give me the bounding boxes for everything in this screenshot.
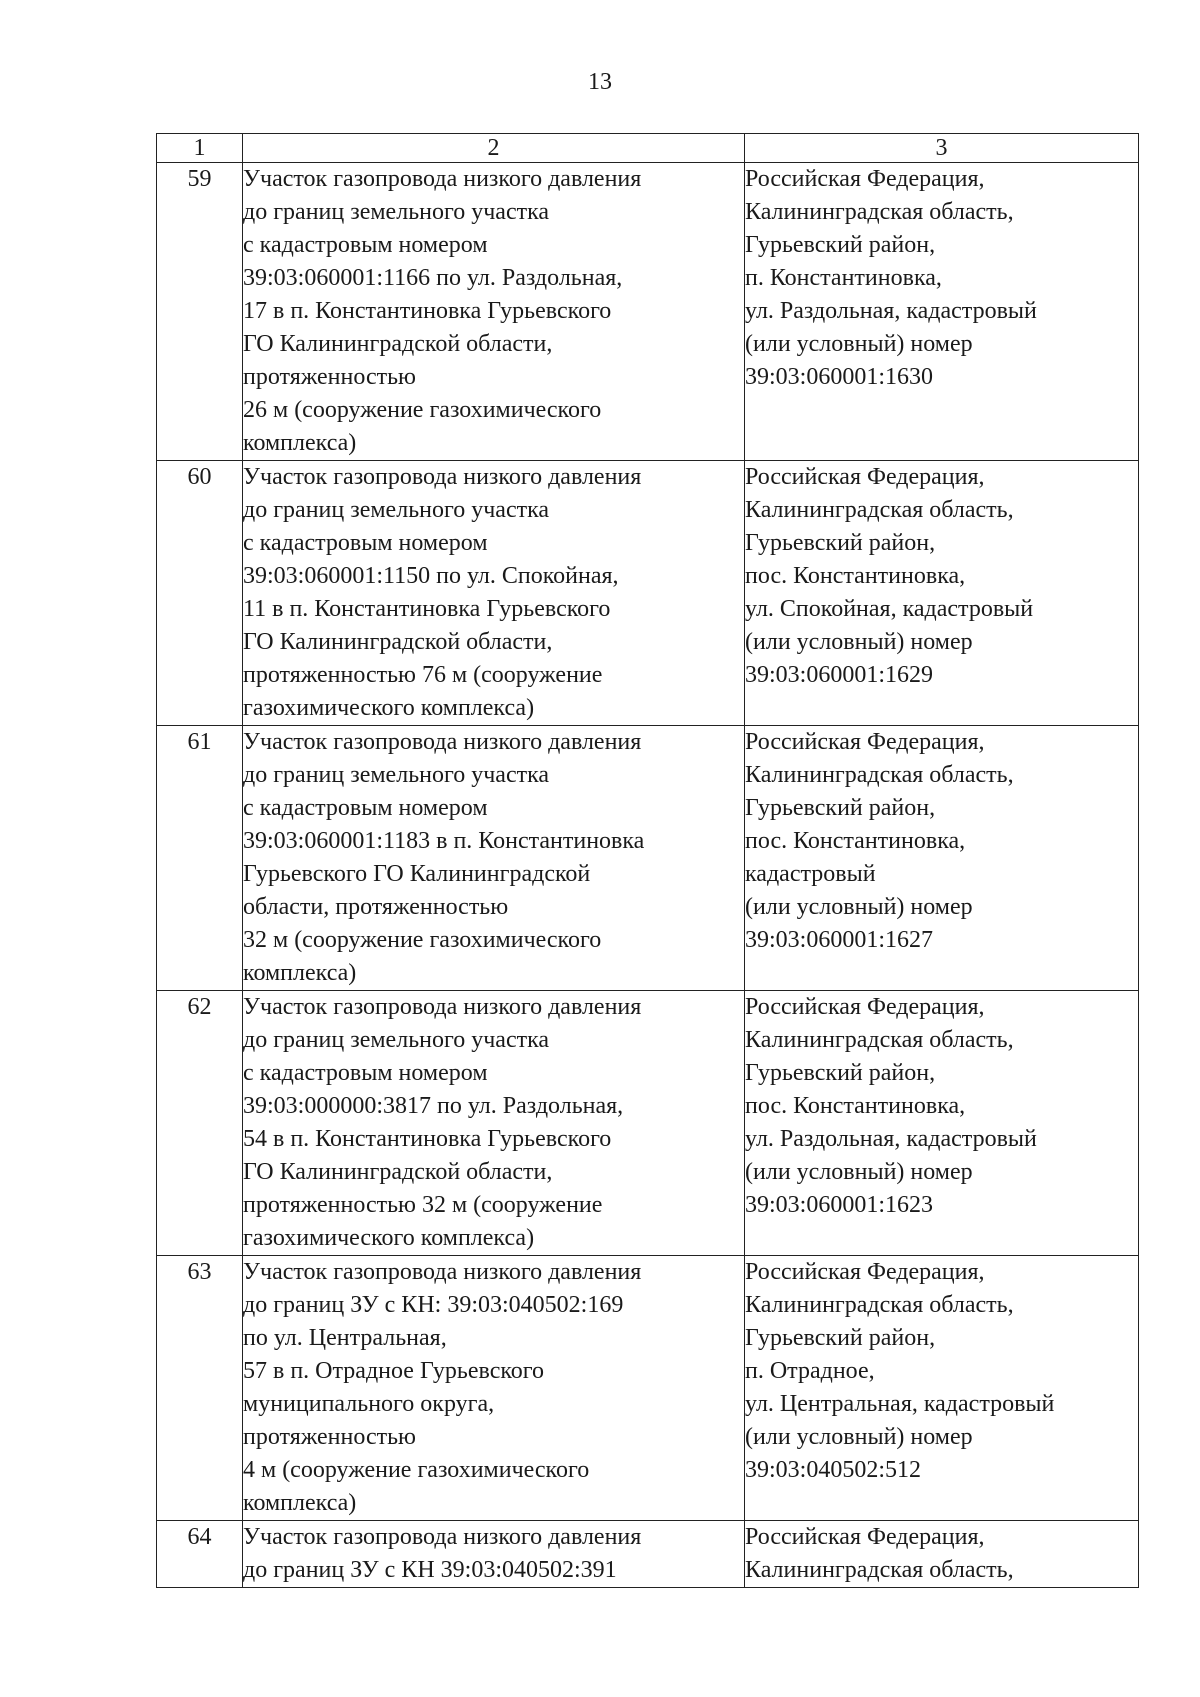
address-line: Российская Федерация, bbox=[745, 1259, 985, 1285]
object-name-line: 39:03:060001:1183 в п. Константиновка bbox=[243, 828, 645, 854]
object-name-line: 4 м (сооружение газохимического bbox=[243, 1457, 590, 1483]
table-row bbox=[157, 163, 1139, 461]
row-number: 60 bbox=[157, 461, 243, 726]
object-name-line: с кадастровым номером bbox=[243, 1060, 488, 1086]
object-name-line: Участок газопровода низкого давления bbox=[243, 1259, 642, 1285]
object-name-line: 17 в п. Константиновка Гурьевского bbox=[243, 298, 612, 324]
address-line: (или условный) номер bbox=[745, 1424, 973, 1450]
table-row bbox=[157, 461, 1139, 726]
address-line: Российская Федерация, bbox=[745, 1524, 985, 1550]
object-name-line: Участок газопровода низкого давления bbox=[243, 464, 642, 490]
object-name-line: комплекса) bbox=[243, 1490, 357, 1516]
object-name-line: протяженностью 76 м (сооружение bbox=[243, 662, 603, 688]
row-number: 64 bbox=[157, 1521, 243, 1588]
object-name-line: 39:03:060001:1166 по ул. Раздольная, bbox=[243, 265, 623, 291]
page-number: 13 bbox=[588, 69, 612, 95]
address-line: Калининградская область, bbox=[745, 762, 1014, 788]
address-cell bbox=[745, 163, 1139, 461]
object-name-cell bbox=[243, 163, 745, 461]
object-name-line: Участок газопровода низкого давления bbox=[243, 994, 642, 1020]
object-name-line: 39:03:000000:3817 по ул. Раздольная, bbox=[243, 1093, 624, 1119]
table-body bbox=[157, 163, 1139, 1588]
address-line: ул. Спокойная, кадастровый bbox=[745, 596, 1034, 622]
header-col-2: 2 bbox=[243, 134, 745, 163]
header-col-1: 1 bbox=[157, 134, 243, 163]
object-name-line: до границ ЗУ с КН 39:03:040502:391 bbox=[243, 1557, 617, 1583]
object-name-line: до границ земельного участка bbox=[243, 762, 550, 788]
object-name-cell bbox=[243, 461, 745, 726]
address-line: 39:03:060001:1629 bbox=[745, 662, 934, 688]
object-name-line: ГО Калининградской области, bbox=[243, 331, 553, 357]
address-line: Гурьевский район, bbox=[745, 1325, 936, 1351]
address-cell bbox=[745, 991, 1139, 1256]
object-name-line: газохимического комплекса) bbox=[243, 695, 535, 721]
address-line: (или условный) номер bbox=[745, 629, 973, 655]
address-cell bbox=[745, 1256, 1139, 1521]
address-line: Калининградская область, bbox=[745, 199, 1014, 225]
address-line: Калининградская область, bbox=[745, 497, 1014, 523]
address-line: (или условный) номер bbox=[745, 894, 973, 920]
object-name-line: с кадастровым номером bbox=[243, 795, 488, 821]
table-row bbox=[157, 1521, 1139, 1588]
object-name-line: 11 в п. Константиновка Гурьевского bbox=[243, 596, 611, 622]
address-line: 39:03:060001:1630 bbox=[745, 364, 934, 390]
object-name-line: ГО Калининградской области, bbox=[243, 1159, 553, 1185]
address-line: Российская Федерация, bbox=[745, 994, 985, 1020]
object-name-line: протяженностью 32 м (сооружение bbox=[243, 1192, 603, 1218]
object-name-line: муниципального округа, bbox=[243, 1391, 495, 1417]
object-name-line: 57 в п. Отрадное Гурьевского bbox=[243, 1358, 545, 1384]
object-name-cell bbox=[243, 991, 745, 1256]
address-line: Гурьевский район, bbox=[745, 232, 936, 258]
object-name-line: Гурьевского ГО Калининградской bbox=[243, 861, 591, 887]
header-row bbox=[157, 134, 1139, 163]
address-line: ул. Раздольная, кадастровый bbox=[745, 298, 1037, 324]
address-cell bbox=[745, 726, 1139, 991]
object-name-line: протяженностью bbox=[243, 364, 416, 390]
object-name-line: комплекса) bbox=[243, 960, 357, 986]
object-name-line: до границ земельного участка bbox=[243, 1027, 550, 1053]
address-line: (или условный) номер bbox=[745, 331, 973, 357]
object-name-line: до границ земельного участка bbox=[243, 199, 550, 225]
object-name-line: с кадастровым номером bbox=[243, 232, 488, 258]
table-row bbox=[157, 991, 1139, 1256]
object-name-line: протяженностью bbox=[243, 1424, 416, 1450]
object-name-line: 32 м (сооружение газохимического bbox=[243, 927, 602, 953]
object-name-cell bbox=[243, 1256, 745, 1521]
address-line: Калининградская область, bbox=[745, 1292, 1014, 1318]
table-row bbox=[157, 1256, 1139, 1521]
object-name-line: газохимического комплекса) bbox=[243, 1225, 535, 1251]
address-line: п. Отрадное, bbox=[745, 1358, 875, 1384]
address-line: ул. Центральная, кадастровый bbox=[745, 1391, 1055, 1417]
object-name-line: с кадастровым номером bbox=[243, 530, 488, 556]
address-cell bbox=[745, 1521, 1139, 1588]
address-line: Гурьевский район, bbox=[745, 1060, 936, 1086]
address-line: Калининградская область, bbox=[745, 1557, 1014, 1583]
address-line: 39:03:060001:1627 bbox=[745, 927, 934, 953]
object-name-line: 54 в п. Константиновка Гурьевского bbox=[243, 1126, 612, 1152]
object-name-line: по ул. Центральная, bbox=[243, 1325, 447, 1351]
address-line: Гурьевский район, bbox=[745, 530, 936, 556]
object-name-line: до границ земельного участка bbox=[243, 497, 550, 523]
address-line: пос. Константиновка, bbox=[745, 828, 966, 854]
address-line: пос. Константиновка, bbox=[745, 563, 966, 589]
object-name-line: 26 м (сооружение газохимического bbox=[243, 397, 602, 423]
address-line: Российская Федерация, bbox=[745, 464, 985, 490]
address-cell bbox=[745, 461, 1139, 726]
object-name-line: комплекса) bbox=[243, 430, 357, 456]
table-row bbox=[157, 726, 1139, 991]
object-name-line: области, протяженностью bbox=[243, 894, 509, 920]
address-line: п. Константиновка, bbox=[745, 265, 942, 291]
object-name-line: 39:03:060001:1150 по ул. Спокойная, bbox=[243, 563, 619, 589]
address-line: кадастровый bbox=[745, 861, 876, 887]
registry-table bbox=[156, 133, 1139, 1588]
address-line: 39:03:040502:512 bbox=[745, 1457, 922, 1483]
row-number: 63 bbox=[157, 1256, 243, 1521]
address-line: пос. Константиновка, bbox=[745, 1093, 966, 1119]
row-number: 62 bbox=[157, 991, 243, 1256]
object-name-line: до границ ЗУ с КН: 39:03:040502:169 bbox=[243, 1292, 624, 1318]
object-name-line: Участок газопровода низкого давления bbox=[243, 729, 642, 755]
object-name-line: ГО Калининградской области, bbox=[243, 629, 553, 655]
address-line: ул. Раздольная, кадастровый bbox=[745, 1126, 1037, 1152]
address-line: Калининградская область, bbox=[745, 1027, 1014, 1053]
address-line: 39:03:060001:1623 bbox=[745, 1192, 934, 1218]
address-line: Российская Федерация, bbox=[745, 166, 985, 192]
address-line: Российская Федерация, bbox=[745, 729, 985, 755]
address-line: Гурьевский район, bbox=[745, 795, 936, 821]
header-col-3: 3 bbox=[745, 134, 1139, 163]
object-name-cell bbox=[243, 726, 745, 991]
row-number: 59 bbox=[157, 163, 243, 461]
object-name-cell bbox=[243, 1521, 745, 1588]
object-name-line: Участок газопровода низкого давления bbox=[243, 166, 642, 192]
address-line: (или условный) номер bbox=[745, 1159, 973, 1185]
object-name-line: Участок газопровода низкого давления bbox=[243, 1524, 642, 1550]
row-number: 61 bbox=[157, 726, 243, 991]
